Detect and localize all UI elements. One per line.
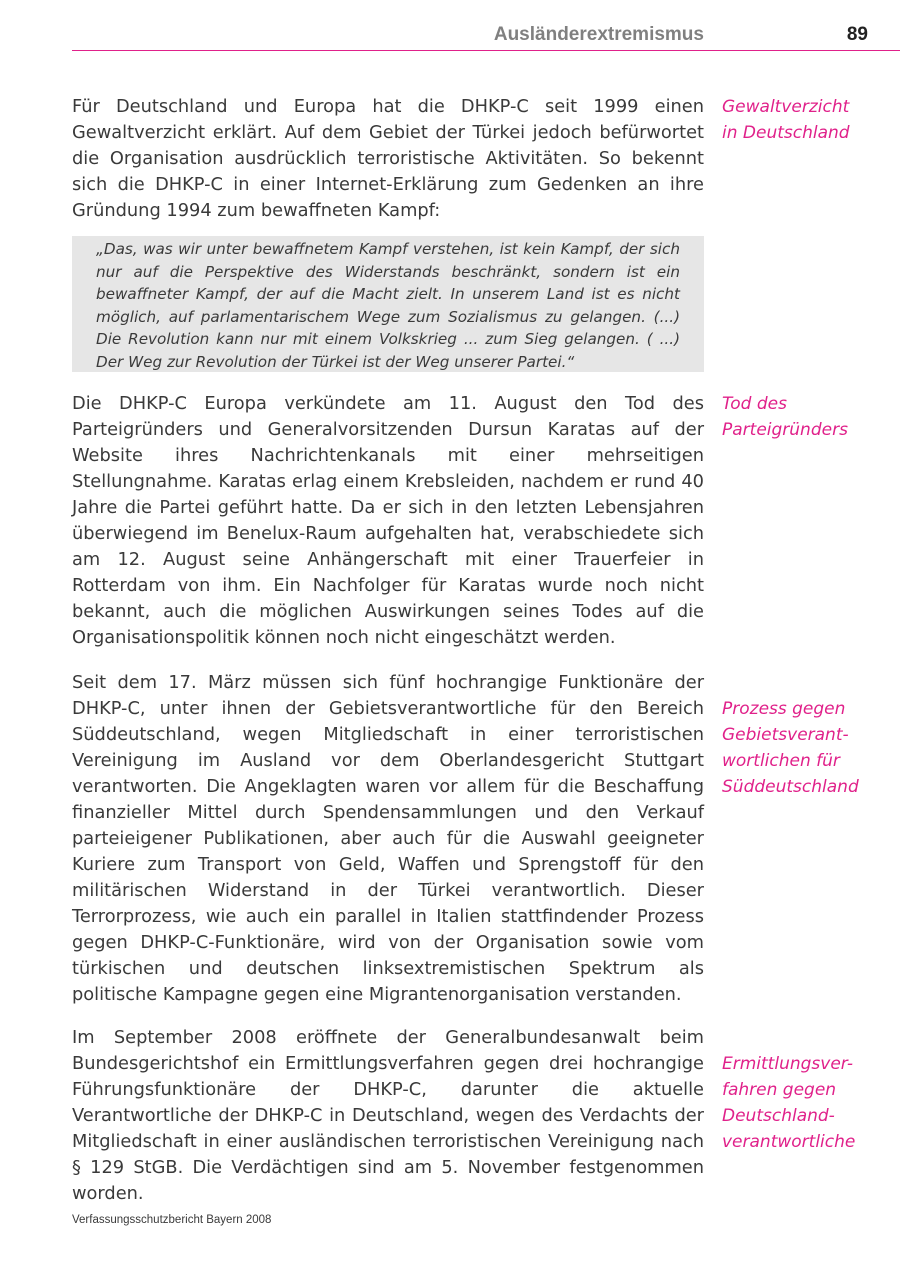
margin-note-prozess (722, 696, 892, 800)
section-title: Ausländerextremismus (493, 24, 704, 45)
margin-note-line: Deutschland- (722, 1106, 835, 1126)
paragraph-prozess: Seit dem 17. März müssen sich fünf hochrangige Funktionäre der DHKP-C, unter ihnen der Gebietsverantwortliche für den Bereich Süddeutschland, wegen Mitgliedschaft in einer terroristischen Vereinigung im Ausland vor dem Oberlandesgericht Stuttgart verantworten. Die Angeklagten waren vor allem für die Beschaffung finanzieller Mittel durch Spendensammlungen und den Verkauf parteieigener Publikationen, aber auch für die Auswahl geeigneter Kuriere zum Transport von Geld, Waffen und Sprengstoff für den militärischen Widerstand in der Türkei verantwortlich. Dieser Terrorprozess, wie auch ein parallel in Italien stattfindender Prozess gegen DHKP-C-Funktionäre, wird von der Organisation sowie vom türkischen und deutschen linksextremistischen Spektrum als politische Kampagne gegen eine Migrantenorganisation verstanden. (72, 672, 704, 1005)
margin-note-ermittlung (722, 1051, 892, 1155)
paragraph-gewaltverzicht: Für Deutschland und Europa hat die DHKP-C seit 1999 einen Gewaltverzicht erklärt. Auf dem Gebiet der Türkei jedoch befürwortet die Organisation ausdrücklich terroristische Aktivitäten. So bekennt sich die DHKP-C in einer Internet-Erklärung zum Gedenken an ihre Gründung 1994 zum bewaffneten Kampf: (72, 96, 704, 221)
margin-note-line: Prozess gegen (722, 699, 846, 719)
margin-note-line: Ermittlungsver- (722, 1054, 853, 1074)
quote-block: „Das, was wir unter bewaffnetem Kampf verstehen, ist kein Kampf, der sich nur auf die Perspektive des Widerstands beschränkt, sondern ist ein bewaffneter Kampf, der auf die Macht zielt. In unserem Land ist es nicht möglich, auf parlamentarischem Wege zum Sozialismus zu gelangen. (...) Die Revolution kann nur mit einem Volkskrieg ... zum Sieg gelangen. ( ...) Der Weg zur Revolution der Türkei ist der Weg unserer Partei.“ (72, 236, 704, 372)
margin-note-line: Tod des (722, 394, 787, 414)
page-footer: Verfassungsschutzbericht Bayern 2008 (72, 1214, 272, 1226)
margin-note-line: Süddeutschland (722, 777, 859, 797)
margin-note-line: fahren gegen (722, 1080, 837, 1100)
margin-note-tod (722, 391, 892, 443)
margin-note-gewaltverzicht (722, 94, 892, 146)
margin-note-line: in Deutschland (722, 123, 850, 143)
margin-note-line: verantwortliche (722, 1132, 856, 1152)
paragraph-tod-parteigruender: Die DHKP-C Europa verkündete am 11. August den Tod des Parteigründers und Generalvorsitzenden Dursun Karatas auf der Website ihres Nachrichtenkanals mit einer mehrseitigen Stellungnahme. Karatas erlag einem Krebsleiden, nachdem er rund 40 Jahre die Partei geführt hatte. Da er sich in den letzten Lebensjahren überwiegend im Benelux-Raum aufgehalten hat, verabschiedete sich am 12. August seine Anhängerschaft mit einer Trauerfeier in Rotterdam von ihm. Ein Nachfolger für Karatas wurde noch nicht bekannt, auch die möglichen Auswirkungen seines Todes auf die Organisationspolitik können noch nicht eingeschätzt werden. (72, 393, 704, 648)
paragraph-ermittlungsverfahren: Im September 2008 eröffnete der Generalbundesanwalt beim Bundesgerichtshof ein Ermittlungsverfahren gegen drei hochrangige Führungsfunktionäre der DHKP-C, darunter die aktuelle Verantwortliche der DHKP-C in Deutschland, wegen des Verdachts der Mitgliedschaft in einer ausländischen terroristischen Vereinigung nach § 129 StGB. Die Verdächtigen sind am 5. November festgenommen worden. (72, 1027, 704, 1204)
margin-note-line: Parteigründers (722, 420, 848, 440)
page-number: 89 (846, 24, 868, 45)
header-divider (72, 50, 900, 51)
margin-note-line: Gebietsverant- (722, 725, 849, 745)
margin-note-line: Gewaltverzicht (722, 97, 850, 117)
margin-note-line: wortlichen für (722, 751, 840, 771)
